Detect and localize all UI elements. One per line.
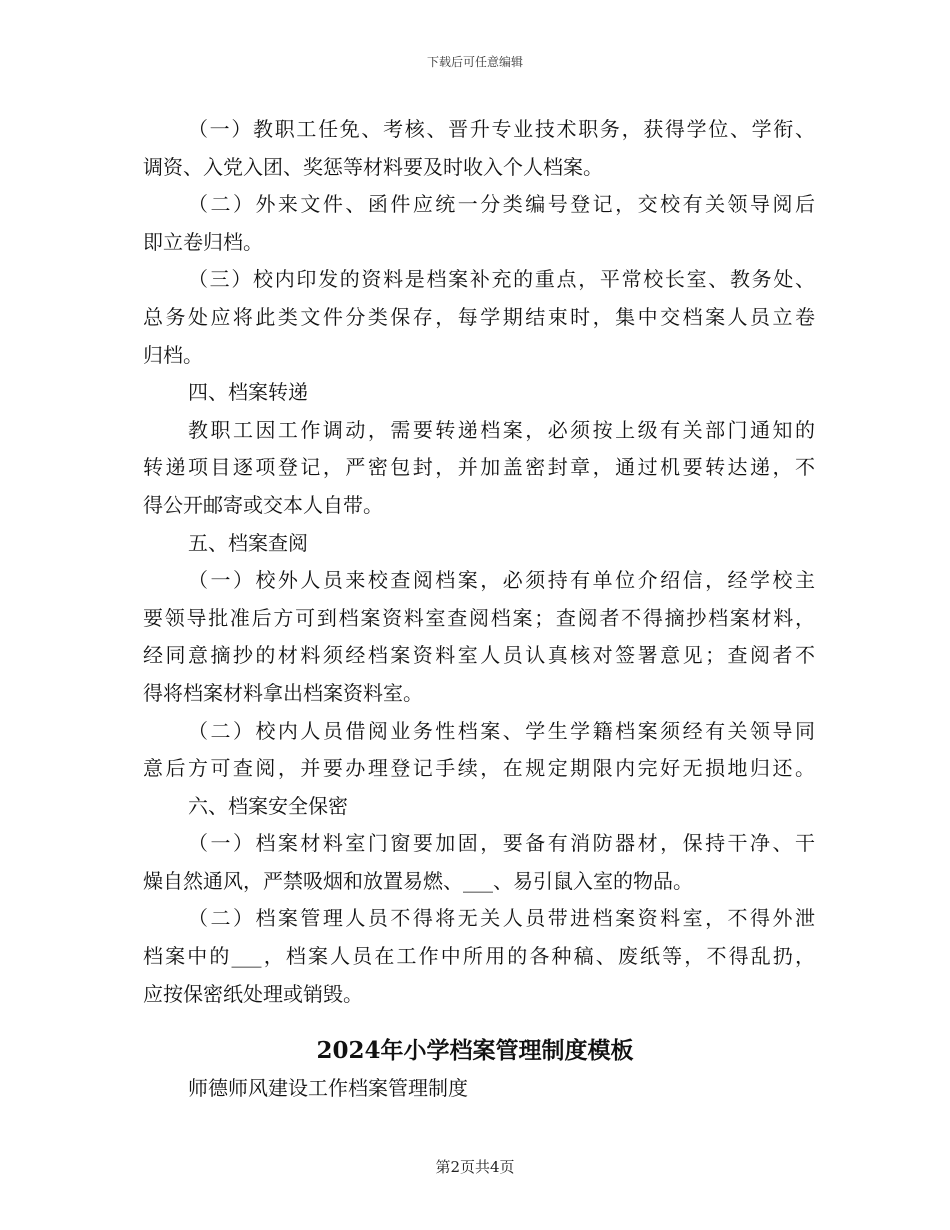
body-line: （一）教职工任免、考核、晋升专业技术职务，获得学位、学衔、 — [188, 117, 815, 141]
body-line: 四、档案转递 — [188, 380, 308, 405]
body-line: 归档。 — [143, 342, 203, 367]
body-line: 要领导批准后方可到档案资料室查阅档案；查阅者不得摘抄档案材料， — [143, 605, 815, 630]
body-line: 应按保密纸处理或销毁。 — [143, 981, 363, 1006]
page-header: 下载后可任意编辑 — [426, 55, 523, 69]
body-line: （二）外来文件、函件应统一分类编号登记，交校有关领导阅后 — [188, 192, 815, 217]
body-line: 即立卷归档。 — [143, 229, 263, 254]
body-line: （三）校内印发的资料是档案补充的重点，平常校长室、教务处、 — [188, 267, 815, 292]
body-line: 调资、入党入团、奖惩等材料要及时收入个人档案。 — [143, 154, 603, 179]
body-line: 档案中的___，档案人员在工作中所用的各种稿、废纸等，不得乱扔， — [143, 944, 815, 969]
body-line: 经同意摘抄的材料须经档案资料室人员认真核对签署意见；查阅者不 — [143, 643, 815, 668]
body-line: （一）档案材料室门窗要加固，要备有消防器材，保持干净、干 — [188, 831, 815, 856]
body-line: 教职工因工作调动，需要转递档案，必须按上级有关部门通知的 — [188, 417, 815, 442]
body-line: 总务处应将此类文件分类保存，每学期结束时，集中交档案人员立卷 — [143, 304, 815, 329]
page-footer: 第2页共4页 — [435, 1158, 515, 1176]
body-line: （一）校外人员来校查阅档案，必须持有单位介绍信，经学校主 — [188, 568, 815, 593]
body-line: 意后方可查阅，并要办理登记手续，在规定期限内完好无损地归还。 — [143, 756, 815, 781]
body-line: （二）档案管理人员不得将无关人员带进档案资料室，不得外泄 — [188, 906, 815, 931]
body-line: 得将档案材料拿出档案资料室。 — [143, 680, 423, 705]
body-line: 六、档案安全保密 — [188, 793, 348, 818]
body-line: （二）校内人员借阅业务性档案、学生学籍档案须经有关领导同 — [188, 718, 815, 743]
body-line: 五、档案查阅 — [188, 530, 308, 555]
body-line: 得公开邮寄或交本人自带。 — [143, 492, 383, 517]
body-line: 燥自然通风，严禁吸烟和放置易燃、___、易引鼠入室的物品。 — [143, 868, 693, 893]
body-line: 转递项目逐项登记，严密包封，并加盖密封章，通过机要转达递，不 — [143, 455, 815, 480]
section-subtitle: 师德师风建设工作档案管理制度 — [188, 1076, 468, 1100]
section-title: 2024年小学档案管理制度模板 — [316, 1037, 634, 1064]
document-body — [143, 111, 815, 1013]
